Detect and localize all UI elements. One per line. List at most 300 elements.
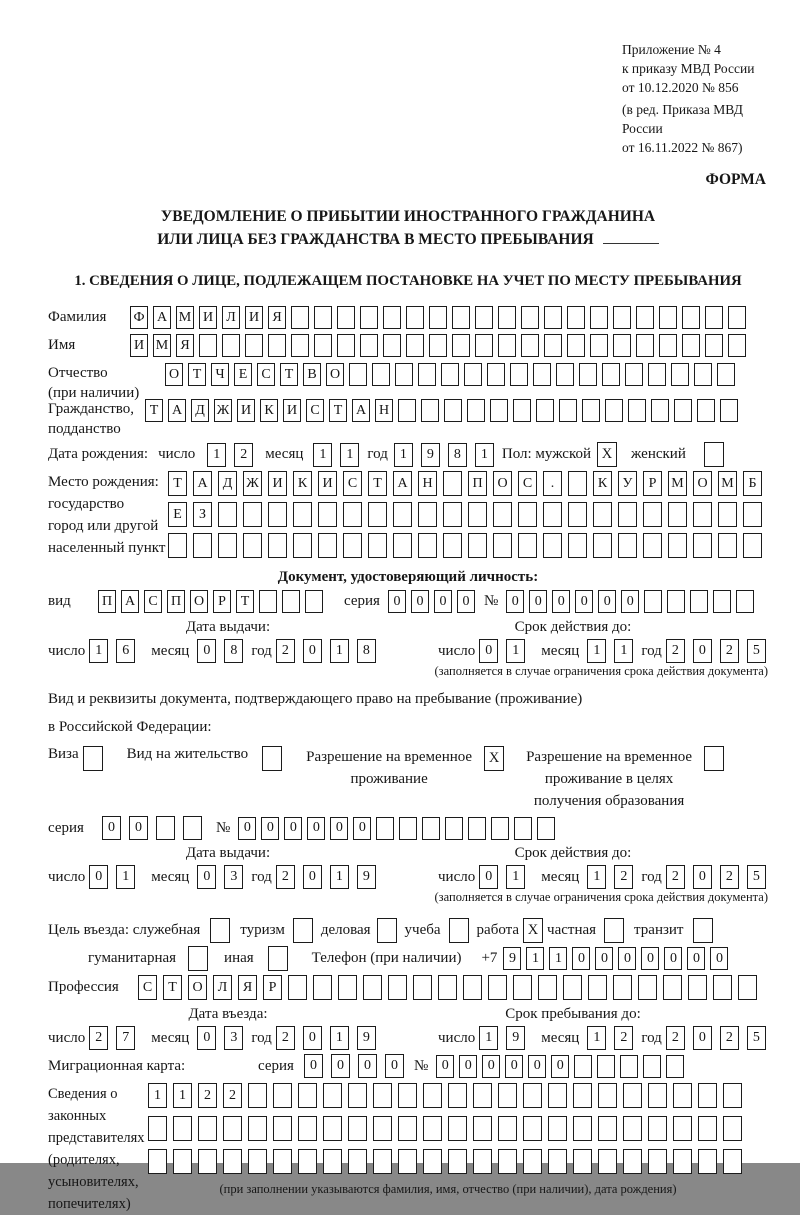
residence-number-cells-filled[interactable]: 0 — [330, 817, 348, 840]
legal-representatives-cells-empty[interactable] — [523, 1116, 542, 1141]
citizenship-cells-empty[interactable] — [674, 399, 692, 422]
citizenship-cells-filled[interactable]: К — [260, 399, 278, 422]
patronymic-cells-empty[interactable] — [602, 363, 620, 386]
legal-representatives-cells-empty[interactable] — [323, 1083, 342, 1108]
legal-representatives-cells-empty[interactable] — [423, 1116, 442, 1141]
legal-representatives-cells-empty[interactable] — [223, 1116, 242, 1141]
surname-cells-filled[interactable]: Л — [222, 306, 240, 329]
birth-day-cells-filled[interactable]: 2 — [234, 443, 253, 467]
birth-place-cells-filled[interactable]: Д — [218, 471, 237, 496]
legal-representatives-cells-empty[interactable] — [648, 1083, 667, 1108]
surname-cells-empty[interactable] — [682, 306, 700, 329]
profession-cells-empty[interactable] — [413, 975, 432, 1000]
doc-type-cells-empty[interactable] — [282, 590, 300, 613]
doc-number-cells-empty[interactable] — [736, 590, 754, 613]
birth-place-cells-empty[interactable] — [393, 533, 412, 558]
patronymic-cells-empty[interactable] — [671, 363, 689, 386]
patronymic-cells-filled[interactable]: О — [326, 363, 344, 386]
issue-month-cells-filled[interactable]: 0 — [197, 639, 216, 663]
legal-representatives-cells-empty[interactable] — [298, 1149, 317, 1174]
purpose-other-checkbox[interactable] — [268, 946, 288, 971]
legal-representatives-cells-empty[interactable] — [273, 1149, 292, 1174]
issue-year-cells-filled[interactable]: 1 — [330, 639, 349, 663]
issue-year-cells-filled[interactable]: 8 — [357, 639, 376, 663]
purpose-humanitarian-checkbox[interactable] — [188, 946, 208, 971]
doc-series-cells-filled[interactable]: 0 — [434, 590, 452, 613]
surname-cells-empty[interactable] — [314, 306, 332, 329]
surname-cells-empty[interactable] — [659, 306, 677, 329]
stay-year-cells-filled[interactable]: 5 — [747, 1026, 766, 1050]
legal-representatives-cells-empty[interactable] — [723, 1083, 742, 1108]
birth-place-cells-empty[interactable] — [493, 533, 512, 558]
citizenship-cells-filled[interactable]: Н — [375, 399, 393, 422]
profession-cells-filled[interactable]: С — [138, 975, 157, 1000]
doc-number-cells-empty[interactable] — [644, 590, 662, 613]
given-name-cells-empty[interactable] — [636, 334, 654, 357]
legal-representatives-cells-empty[interactable] — [473, 1116, 492, 1141]
residence-number-cells-empty[interactable] — [376, 817, 394, 840]
profession-cells-empty[interactable] — [288, 975, 307, 1000]
entry-month-cells-filled[interactable]: 0 — [197, 1026, 216, 1050]
legal-representatives-cells-empty[interactable] — [248, 1116, 267, 1141]
doc-number-cells-filled[interactable]: 0 — [575, 590, 593, 613]
migration-number-cells-filled[interactable]: 0 — [528, 1055, 546, 1078]
res-valid-month-cells-filled[interactable]: 1 — [587, 865, 606, 889]
birth-place-cells-empty[interactable] — [668, 533, 687, 558]
legal-representatives-cells-empty[interactable] — [523, 1083, 542, 1108]
citizenship-cells-empty[interactable] — [559, 399, 577, 422]
profession-cells-empty[interactable] — [463, 975, 482, 1000]
legal-representatives-cells-empty[interactable] — [373, 1149, 392, 1174]
birth-place-cells-empty[interactable] — [643, 533, 662, 558]
legal-representatives-cells-empty[interactable] — [623, 1083, 642, 1108]
birth-place-cells-empty[interactable] — [718, 533, 737, 558]
birth-place-cells-filled[interactable]: О — [693, 471, 712, 496]
res-valid-year-cells-filled[interactable]: 2 — [720, 865, 739, 889]
birth-place-cells-empty[interactable] — [568, 533, 587, 558]
patronymic-cells-filled[interactable]: Е — [234, 363, 252, 386]
patronymic-cells-empty[interactable] — [395, 363, 413, 386]
legal-representatives-cells-filled[interactable]: 1 — [148, 1083, 167, 1108]
legal-representatives-cells-empty[interactable] — [498, 1116, 517, 1141]
citizenship-cells-empty[interactable] — [697, 399, 715, 422]
valid-year-cells-filled[interactable]: 2 — [666, 639, 685, 663]
legal-representatives-cells-empty[interactable] — [373, 1083, 392, 1108]
birth-place-cells-empty[interactable] — [343, 533, 362, 558]
entry-month-cells-filled[interactable]: 3 — [224, 1026, 243, 1050]
patronymic-cells-empty[interactable] — [418, 363, 436, 386]
patronymic-cells-empty[interactable] — [533, 363, 551, 386]
birth-place-cells-empty[interactable] — [543, 533, 562, 558]
surname-cells-empty[interactable] — [567, 306, 585, 329]
profession-cells-filled[interactable]: Р — [263, 975, 282, 1000]
residence-series-cells-filled[interactable]: 0 — [102, 816, 121, 840]
birth-place-cells-filled[interactable]: И — [318, 471, 337, 496]
legal-representatives-cells-empty[interactable] — [523, 1149, 542, 1174]
birth-place-cells-empty[interactable] — [268, 502, 287, 527]
birth-place-cells-empty[interactable] — [393, 502, 412, 527]
legal-representatives-cells-empty[interactable] — [723, 1149, 742, 1174]
patronymic-cells-empty[interactable] — [648, 363, 666, 386]
res-issue-year-cells-filled[interactable]: 9 — [357, 865, 376, 889]
given-name-cells-empty[interactable] — [705, 334, 723, 357]
birth-place-cells-filled[interactable]: М — [718, 471, 737, 496]
entry-year-cells-filled[interactable]: 1 — [330, 1026, 349, 1050]
phone-cells-filled[interactable]: 0 — [664, 947, 682, 970]
legal-representatives-cells-empty[interactable] — [298, 1116, 317, 1141]
legal-representatives-cells-empty[interactable] — [498, 1149, 517, 1174]
surname-cells-empty[interactable] — [475, 306, 493, 329]
res-issue-month-cells-filled[interactable]: 3 — [224, 865, 243, 889]
patronymic-cells-filled[interactable]: В — [303, 363, 321, 386]
legal-representatives-cells-empty[interactable] — [723, 1116, 742, 1141]
birth-place-cells-filled[interactable]: Т — [168, 471, 187, 496]
birth-place-cells-filled[interactable]: С — [518, 471, 537, 496]
valid-year-cells-filled[interactable]: 0 — [693, 639, 712, 663]
res-issue-day-cells-filled[interactable]: 1 — [116, 865, 135, 889]
doc-type-cells-empty[interactable] — [259, 590, 277, 613]
given-name-cells-empty[interactable] — [728, 334, 746, 357]
surname-cells-filled[interactable]: Я — [268, 306, 286, 329]
birth-month-cells-filled[interactable]: 1 — [340, 443, 359, 467]
purpose-transit-checkbox[interactable] — [693, 918, 713, 943]
given-name-cells-empty[interactable] — [429, 334, 447, 357]
legal-representatives-cells-filled[interactable]: 1 — [173, 1083, 192, 1108]
given-name-cells-filled[interactable]: И — [130, 334, 148, 357]
birth-place-cells-empty[interactable] — [468, 533, 487, 558]
birth-place-cells-empty[interactable] — [693, 502, 712, 527]
phone-cells-filled[interactable]: 0 — [618, 947, 636, 970]
patronymic-cells-empty[interactable] — [717, 363, 735, 386]
birth-place-cells-empty[interactable] — [318, 502, 337, 527]
birth-day-cells-filled[interactable]: 1 — [207, 443, 226, 467]
surname-cells-empty[interactable] — [521, 306, 539, 329]
citizenship-cells-filled[interactable]: А — [168, 399, 186, 422]
issue-year-cells-filled[interactable]: 0 — [303, 639, 322, 663]
stay-year-cells-filled[interactable]: 2 — [720, 1026, 739, 1050]
legal-representatives-cells-empty[interactable] — [648, 1116, 667, 1141]
birth-place-cells-filled[interactable]: Н — [418, 471, 437, 496]
residence-series-cells-filled[interactable]: 0 — [129, 816, 148, 840]
phone-cells-filled[interactable]: 1 — [549, 947, 567, 970]
entry-day-cells-filled[interactable]: 2 — [89, 1026, 108, 1050]
birth-place-cells-empty[interactable] — [618, 502, 637, 527]
phone-cells-filled[interactable]: 1 — [526, 947, 544, 970]
given-name-cells-empty[interactable] — [475, 334, 493, 357]
legal-representatives-cells-empty[interactable] — [623, 1149, 642, 1174]
profession-cells-empty[interactable] — [538, 975, 557, 1000]
sex-female-checkbox[interactable] — [704, 442, 724, 467]
citizenship-cells-filled[interactable]: С — [306, 399, 324, 422]
legal-representatives-cells-empty[interactable] — [148, 1149, 167, 1174]
surname-cells-empty[interactable] — [613, 306, 631, 329]
birth-place-cells-empty[interactable] — [743, 502, 762, 527]
birth-place-cells-empty[interactable] — [743, 533, 762, 558]
issue-month-cells-filled[interactable]: 8 — [224, 639, 243, 663]
legal-representatives-cells-empty[interactable] — [648, 1149, 667, 1174]
citizenship-cells-filled[interactable]: Ж — [214, 399, 232, 422]
citizenship-cells-empty[interactable] — [467, 399, 485, 422]
given-name-cells-empty[interactable] — [360, 334, 378, 357]
doc-series-cells-filled[interactable]: 0 — [411, 590, 429, 613]
legal-representatives-cells-empty[interactable] — [348, 1116, 367, 1141]
given-name-cells-empty[interactable] — [291, 334, 309, 357]
doc-type-cells-filled[interactable]: О — [190, 590, 208, 613]
valid-day-cells-filled[interactable]: 1 — [506, 639, 525, 663]
surname-cells-filled[interactable]: А — [153, 306, 171, 329]
legal-representatives-cells-empty[interactable] — [698, 1149, 717, 1174]
birth-year-cells-filled[interactable]: 8 — [448, 443, 467, 467]
birth-place-cells-filled[interactable]: А — [193, 471, 212, 496]
phone-cells-filled[interactable]: 0 — [710, 947, 728, 970]
surname-cells-empty[interactable] — [383, 306, 401, 329]
purpose-work-checkbox[interactable]: Х — [523, 918, 543, 943]
entry-year-cells-filled[interactable]: 9 — [357, 1026, 376, 1050]
entry-day-cells-filled[interactable]: 7 — [116, 1026, 135, 1050]
legal-representatives-cells-empty[interactable] — [473, 1083, 492, 1108]
birth-place-cells-empty[interactable] — [243, 533, 262, 558]
legal-representatives-cells-empty[interactable] — [273, 1083, 292, 1108]
legal-representatives-cells-empty[interactable] — [373, 1116, 392, 1141]
birth-year-cells-filled[interactable]: 1 — [475, 443, 494, 467]
birth-place-cells-filled[interactable]: Е — [168, 502, 187, 527]
citizenship-cells-filled[interactable]: Д — [191, 399, 209, 422]
legal-representatives-cells-empty[interactable] — [298, 1083, 317, 1108]
citizenship-cells-filled[interactable]: И — [237, 399, 255, 422]
birth-place-cells-empty[interactable] — [418, 533, 437, 558]
migration-series-cells-filled[interactable]: 0 — [385, 1054, 404, 1078]
legal-representatives-cells-empty[interactable] — [248, 1149, 267, 1174]
legal-representatives-cells-empty[interactable] — [498, 1083, 517, 1108]
birth-place-cells-empty[interactable] — [468, 502, 487, 527]
birth-place-cells-empty[interactable] — [443, 502, 462, 527]
legal-representatives-cells-empty[interactable] — [248, 1083, 267, 1108]
legal-representatives-cells-empty[interactable] — [198, 1149, 217, 1174]
patronymic-cells-filled[interactable]: Т — [188, 363, 206, 386]
birth-place-cells-empty[interactable] — [443, 533, 462, 558]
given-name-cells-empty[interactable] — [544, 334, 562, 357]
doc-series-cells-filled[interactable]: 0 — [388, 590, 406, 613]
doc-series-cells-filled[interactable]: 0 — [457, 590, 475, 613]
surname-cells-empty[interactable] — [406, 306, 424, 329]
legal-representatives-cells-empty[interactable] — [598, 1083, 617, 1108]
legal-representatives-cells-filled[interactable]: 2 — [198, 1083, 217, 1108]
profession-cells-filled[interactable]: О — [188, 975, 207, 1000]
surname-cells-empty[interactable] — [291, 306, 309, 329]
profession-cells-empty[interactable] — [338, 975, 357, 1000]
doc-type-cells-filled[interactable]: С — [144, 590, 162, 613]
doc-type-cells-filled[interactable]: Р — [213, 590, 231, 613]
sex-male-checkbox[interactable]: Х — [597, 442, 617, 467]
phone-cells-filled[interactable]: 0 — [641, 947, 659, 970]
migration-number-cells-empty[interactable] — [620, 1055, 638, 1078]
legal-representatives-cells-empty[interactable] — [348, 1149, 367, 1174]
doc-type-cells-filled[interactable]: П — [167, 590, 185, 613]
birth-place-cells-filled[interactable]: Б — [743, 471, 762, 496]
profession-cells-empty[interactable] — [513, 975, 532, 1000]
birth-place-cells-filled[interactable]: У — [618, 471, 637, 496]
birth-place-cells-empty[interactable] — [418, 502, 437, 527]
legal-representatives-cells-empty[interactable] — [398, 1116, 417, 1141]
legal-representatives-cells-empty[interactable] — [673, 1116, 692, 1141]
citizenship-cells-empty[interactable] — [421, 399, 439, 422]
birth-year-cells-filled[interactable]: 1 — [394, 443, 413, 467]
patronymic-cells-empty[interactable] — [579, 363, 597, 386]
entry-year-cells-filled[interactable]: 0 — [303, 1026, 322, 1050]
res-valid-day-cells-filled[interactable]: 1 — [506, 865, 525, 889]
birth-place-cells-filled[interactable]: О — [493, 471, 512, 496]
profession-cells-empty[interactable] — [488, 975, 507, 1000]
legal-representatives-cells-empty[interactable] — [423, 1149, 442, 1174]
birth-place-cells-filled[interactable]: И — [268, 471, 287, 496]
birth-place-cells-filled[interactable]: Т — [368, 471, 387, 496]
surname-cells-empty[interactable] — [337, 306, 355, 329]
residence-number-cells-filled[interactable]: 0 — [261, 817, 279, 840]
patronymic-cells-empty[interactable] — [372, 363, 390, 386]
res-issue-year-cells-filled[interactable]: 1 — [330, 865, 349, 889]
given-name-cells-empty[interactable] — [245, 334, 263, 357]
surname-cells-empty[interactable] — [544, 306, 562, 329]
legal-representatives-cells-empty[interactable] — [223, 1149, 242, 1174]
residence-series-cells-empty[interactable] — [183, 816, 202, 840]
doc-number-cells-empty[interactable] — [690, 590, 708, 613]
valid-month-cells-filled[interactable]: 1 — [587, 639, 606, 663]
profession-cells-filled[interactable]: Т — [163, 975, 182, 1000]
legal-representatives-cells-empty[interactable] — [698, 1116, 717, 1141]
stay-month-cells-filled[interactable]: 2 — [614, 1026, 633, 1050]
given-name-cells-empty[interactable] — [268, 334, 286, 357]
birth-place-cells-filled[interactable]: К — [293, 471, 312, 496]
phone-cells-filled[interactable]: 0 — [572, 947, 590, 970]
surname-cells-empty[interactable] — [705, 306, 723, 329]
patronymic-cells-empty[interactable] — [349, 363, 367, 386]
given-name-cells-empty[interactable] — [613, 334, 631, 357]
phone-cells-filled[interactable]: 0 — [687, 947, 705, 970]
patronymic-cells-empty[interactable] — [694, 363, 712, 386]
birth-place-cells-filled[interactable]: Р — [643, 471, 662, 496]
birth-place-cells-empty[interactable] — [218, 502, 237, 527]
given-name-cells-empty[interactable] — [337, 334, 355, 357]
purpose-tourism-checkbox[interactable] — [293, 918, 313, 943]
surname-cells-empty[interactable] — [429, 306, 447, 329]
visa-checkbox[interactable] — [83, 746, 103, 771]
birth-place-cells-filled[interactable]: К — [593, 471, 612, 496]
migration-number-cells-empty[interactable] — [643, 1055, 661, 1078]
legal-representatives-cells-empty[interactable] — [323, 1116, 342, 1141]
citizenship-cells-empty[interactable] — [490, 399, 508, 422]
migration-number-cells-filled[interactable]: 0 — [482, 1055, 500, 1078]
residence-number-cells-empty[interactable] — [514, 817, 532, 840]
birth-place-cells-filled[interactable]: А — [393, 471, 412, 496]
issue-year-cells-filled[interactable]: 2 — [276, 639, 295, 663]
residence-number-cells-empty[interactable] — [537, 817, 555, 840]
stay-year-cells-filled[interactable]: 2 — [666, 1026, 685, 1050]
legal-representatives-cells-empty[interactable] — [148, 1116, 167, 1141]
birth-place-cells-filled[interactable]: . — [543, 471, 562, 496]
migration-number-cells-empty[interactable] — [574, 1055, 592, 1078]
legal-representatives-cells-empty[interactable] — [598, 1149, 617, 1174]
stay-year-cells-filled[interactable]: 0 — [693, 1026, 712, 1050]
profession-cells-empty[interactable] — [638, 975, 657, 1000]
res-valid-year-cells-filled[interactable]: 0 — [693, 865, 712, 889]
purpose-study-checkbox[interactable] — [449, 918, 469, 943]
given-name-cells-empty[interactable] — [383, 334, 401, 357]
birth-place-cells-empty[interactable] — [368, 502, 387, 527]
surname-cells-empty[interactable] — [360, 306, 378, 329]
legal-representatives-cells-empty[interactable] — [448, 1149, 467, 1174]
given-name-cells-empty[interactable] — [199, 334, 217, 357]
surname-cells-empty[interactable] — [498, 306, 516, 329]
given-name-cells-empty[interactable] — [222, 334, 240, 357]
given-name-cells-empty[interactable] — [314, 334, 332, 357]
patronymic-cells-filled[interactable]: Т — [280, 363, 298, 386]
doc-type-cells-filled[interactable]: П — [98, 590, 116, 613]
legal-representatives-cells-empty[interactable] — [573, 1083, 592, 1108]
residence-number-cells-empty[interactable] — [422, 817, 440, 840]
profession-cells-empty[interactable] — [588, 975, 607, 1000]
legal-representatives-cells-empty[interactable] — [673, 1149, 692, 1174]
profession-cells-empty[interactable] — [613, 975, 632, 1000]
surname-cells-empty[interactable] — [590, 306, 608, 329]
surname-cells-empty[interactable] — [452, 306, 470, 329]
birth-place-cells-filled[interactable]: С — [343, 471, 362, 496]
birth-place-cells-empty[interactable] — [168, 533, 187, 558]
given-name-cells-empty[interactable] — [406, 334, 424, 357]
purpose-official-checkbox[interactable] — [210, 918, 230, 943]
legal-representatives-cells-empty[interactable] — [548, 1116, 567, 1141]
residence-number-cells-filled[interactable]: 0 — [238, 817, 256, 840]
legal-representatives-cells-empty[interactable] — [323, 1149, 342, 1174]
birth-place-cells-empty[interactable] — [718, 502, 737, 527]
doc-type-cells-filled[interactable]: А — [121, 590, 139, 613]
given-name-cells-filled[interactable]: М — [153, 334, 171, 357]
legal-representatives-cells-empty[interactable] — [548, 1149, 567, 1174]
citizenship-cells-empty[interactable] — [628, 399, 646, 422]
profession-cells-empty[interactable] — [663, 975, 682, 1000]
doc-number-cells-filled[interactable]: 0 — [529, 590, 547, 613]
profession-cells-empty[interactable] — [438, 975, 457, 1000]
profession-cells-empty[interactable] — [363, 975, 382, 1000]
citizenship-cells-empty[interactable] — [513, 399, 531, 422]
profession-cells-empty[interactable] — [738, 975, 757, 1000]
given-name-cells-empty[interactable] — [659, 334, 677, 357]
profession-cells-empty[interactable] — [313, 975, 332, 1000]
citizenship-cells-empty[interactable] — [536, 399, 554, 422]
residence-number-cells-empty[interactable] — [468, 817, 486, 840]
birth-place-cells-empty[interactable] — [543, 502, 562, 527]
migration-number-cells-filled[interactable]: 0 — [505, 1055, 523, 1078]
temp-residence-education-checkbox[interactable] — [704, 746, 724, 771]
migration-series-cells-filled[interactable]: 0 — [304, 1054, 323, 1078]
birth-place-cells-empty[interactable] — [293, 502, 312, 527]
residence-number-cells-filled[interactable]: 0 — [353, 817, 371, 840]
surname-cells-filled[interactable]: Ф — [130, 306, 148, 329]
birth-place-cells-empty[interactable] — [593, 533, 612, 558]
stay-day-cells-filled[interactable]: 9 — [506, 1026, 525, 1050]
residence-number-cells-filled[interactable]: 0 — [307, 817, 325, 840]
patronymic-cells-empty[interactable] — [441, 363, 459, 386]
birth-place-cells-empty[interactable] — [318, 533, 337, 558]
profession-cells-filled[interactable]: Я — [238, 975, 257, 1000]
birth-month-cells-filled[interactable]: 1 — [313, 443, 332, 467]
given-name-cells-empty[interactable] — [590, 334, 608, 357]
surname-cells-filled[interactable]: М — [176, 306, 194, 329]
legal-representatives-cells-empty[interactable] — [448, 1116, 467, 1141]
given-name-cells-empty[interactable] — [452, 334, 470, 357]
residence-number-cells-filled[interactable]: 0 — [284, 817, 302, 840]
legal-representatives-cells-empty[interactable] — [273, 1116, 292, 1141]
temp-residence-checkbox[interactable]: Х — [484, 746, 504, 771]
